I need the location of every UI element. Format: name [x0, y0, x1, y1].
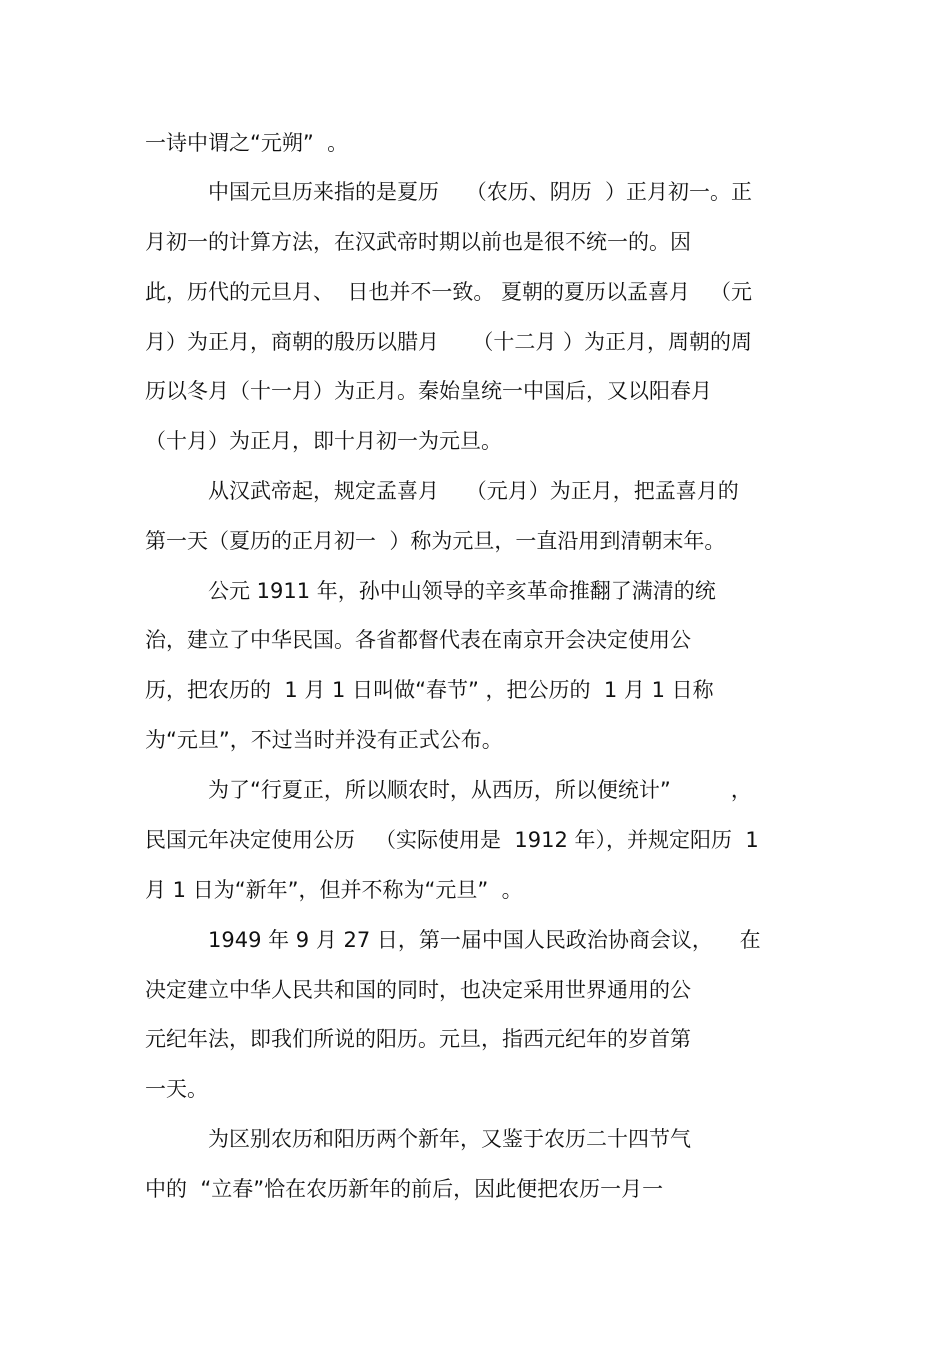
- text-line: 为“元旦”，不过当时并没有正式公布。: [145, 728, 503, 752]
- paragraph-first-line: 1949 年 9 月 27 日，第一届中国人民政治协商会议， 在: [208, 928, 761, 952]
- text-line: 中的 “立春”恰在农历新年的前后，因此便把农历一月一: [145, 1177, 664, 1201]
- text-line: 月）为正月，商朝的殷历以腊月 （十二月 ）为正月，周朝的周: [145, 330, 753, 354]
- paragraph-first-line: 为了“行夏正，所以顺农时，从西历，所以便统计” ，: [208, 778, 752, 802]
- text-line: 决定建立中华人民共和国的同时，也决定采用世界通用的公: [145, 978, 691, 1002]
- text-line: 此，历代的元旦月、 日也并不一致。 夏朝的夏历以孟喜月 （元: [145, 280, 753, 304]
- text-line: 月 1 日为“新年”，但并不称为“元旦” 。: [145, 878, 523, 902]
- text-line: 元纪年法，即我们所说的阳历。元旦，指西元纪年的岁首第: [145, 1027, 691, 1051]
- paragraph-first-line: 公元 1911 年，孙中山领导的辛亥革命推翻了满清的统: [208, 579, 716, 603]
- text-line: 历以冬月（十一月）为正月。秦始皇统一中国后，又以阳春月: [145, 379, 712, 403]
- text-line: 月初一的计算方法，在汉武帝时期以前也是很不统一的。因: [145, 230, 691, 254]
- text-line: 一诗中谓之“元朔” 。: [145, 131, 349, 155]
- paragraph-first-line: 中国元旦历来指的是夏历 （农历、阴历 ）正月初一。正: [208, 180, 753, 204]
- text-line: （十月）为正月，即十月初一为元旦。: [145, 429, 502, 453]
- paragraph-first-line: 从汉武帝起，规定孟喜月 （元月）为正月，把孟喜月的: [208, 479, 739, 503]
- paragraph-first-line: 为区别农历和阳历两个新年，又鉴于农历二十四节气: [208, 1127, 691, 1151]
- text-line: 一天。: [145, 1077, 208, 1101]
- text-line: 治，建立了中华民国。各省都督代表在南京开会决定使用公: [145, 628, 691, 652]
- text-line: 民国元年决定使用公历 （实际使用是 1912 年），并规定阳历 1: [145, 828, 759, 852]
- text-line: 第一天（夏历的正月初一 ）称为元旦，一直沿用到清朝末年。: [145, 529, 726, 553]
- text-line: 历，把农历的 1 月 1 日叫做“春节” ，把公历的 1 月 1 日称: [145, 678, 714, 702]
